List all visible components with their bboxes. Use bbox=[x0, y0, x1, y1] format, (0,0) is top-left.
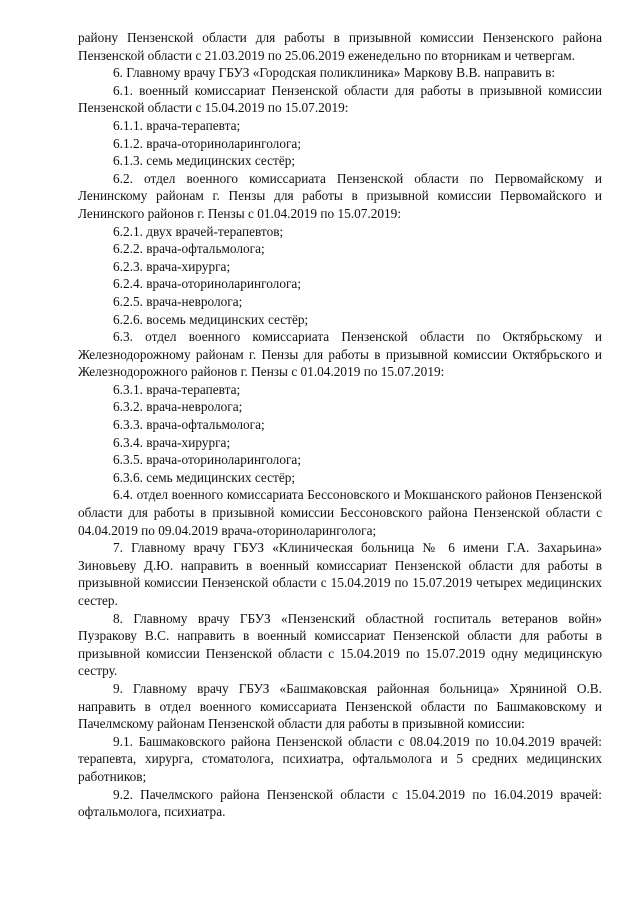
paragraph: 6.2. отдел военного комиссариата Пензенской области по Первомайскому и Ленинскому районам г. Пензы для работы в призывной комиссии Первомайского и Ленинского районов г. Пензы с 01.04.2019 по 15.07.2019: bbox=[78, 170, 602, 221]
list-item: 6.2.1. двух врачей-терапевтов; bbox=[113, 223, 284, 239]
list-item: 6.2.4. врача-оториноларинголога; bbox=[113, 276, 302, 292]
paragraph: 9.2. Пачелмского района Пензенской области с 15.04.2019 по 16.04.2019 врачей: офтальмолога, психиатра. bbox=[78, 786, 602, 820]
list-item: 6.3.4. врача-хирурга; bbox=[113, 434, 231, 450]
paragraph: 6.3. отдел военного комиссариата Пензенской области по Октябрьскому и Железнодорожному районам г. Пензы для работы в призывной комиссии Октябрьского и Железнодорожного районов г. Пензы с 01.04.2019 по 15.07.2019: bbox=[78, 329, 602, 380]
list-item: 6.2.2. врача-офтальмолога; bbox=[113, 241, 265, 257]
list-item: 6.3.3. врача-офтальмолога; bbox=[113, 417, 265, 433]
paragraph: 6.4. отдел военного комиссариата Бессоновского и Мокшанского районов Пензенской области для работы в призывной комиссии Бессоновского района Пензенской области с 04.04.2019 по 09.04.2019 врача-оториноларинголога; bbox=[78, 487, 602, 538]
paragraph: 6. Главному врачу ГБУЗ «Городская поликлиника» Маркову В.В. направить в: bbox=[113, 65, 556, 81]
list-item: 6.3.1. врача-терапевта; bbox=[113, 381, 241, 397]
list-item: 6.2.6. восемь медицинских сестёр; bbox=[113, 311, 309, 327]
paragraph: 7. Главному врачу ГБУЗ «Клиническая больница № 6 имени Г.А. Захарьина» Зиновьеву Д.Ю. направить в военный комиссариат Пензенской области для работы в призывной комиссии Пензенской области с 15.04.2019 по 15.07.2019 четырех медицинских сестер. bbox=[78, 540, 602, 608]
list-item: 6.3.5. врача-оториноларинголога; bbox=[113, 452, 302, 468]
paragraph: району Пензенской области для работы в призывной комиссии Пензенского района Пензенской области с 21.03.2019 по 25.06.2019 еженедельно по вторникам и четвергам. bbox=[78, 30, 602, 63]
document-page bbox=[78, 29, 602, 821]
paragraph: 8. Главному врачу ГБУЗ «Пензенский областной госпиталь ветеранов войн» Пузракову В.С. направить в военный комиссариат Пензенской области для работы в призывной комиссии Пензенской области с 15.04.2019 по 15.07.2019 одну медицинскую сестру. bbox=[78, 610, 602, 679]
list-item: 6.2.5. врача-невролога; bbox=[113, 293, 243, 309]
list-item: 6.1.1. врача-терапевта; bbox=[113, 117, 241, 133]
list-item: 6.1.3. семь медицинских сестёр; bbox=[113, 153, 296, 169]
list-item: 6.3.2. врача-невролога; bbox=[113, 399, 243, 415]
list-item: 6.1.2. врача-оториноларинголога; bbox=[113, 135, 302, 151]
list-item: 6.2.3. врача-хирурга; bbox=[113, 258, 231, 274]
paragraph: 9.1. Башмаковского района Пензенской области с 08.04.2019 по 10.04.2019 врачей: терапевта, хирурга, стоматолога, психиатра, офтальмолога и 5 средних медицинских работников; bbox=[78, 733, 602, 784]
paragraph: 6.1. военный комиссариат Пензенской области для работы в призывной комиссии Пензенской области с 15.04.2019 по 15.07.2019: bbox=[78, 82, 602, 116]
paragraph: 9. Главному врачу ГБУЗ «Башмаковская районная больница» Хряниной О.В. направить в отдел военного комиссариата Пензенской области по Башмаковскому и Пачелмскому районам Пензенской области для работы в призывной комиссии: bbox=[78, 680, 602, 732]
list-item: 6.3.6. семь медицинских сестёр; bbox=[113, 469, 296, 485]
